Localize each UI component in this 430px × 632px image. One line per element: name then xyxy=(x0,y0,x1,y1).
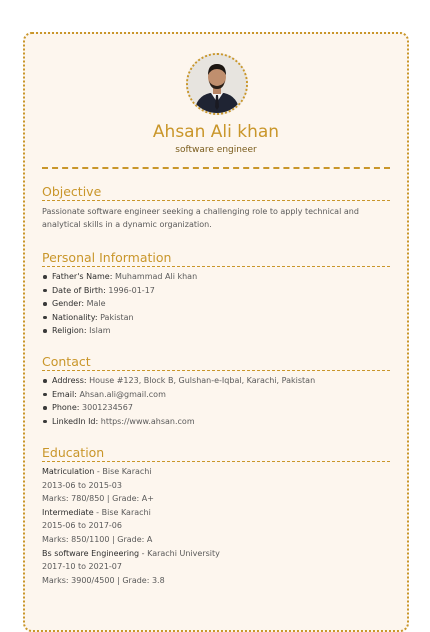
institute-name: - Bise Karachi xyxy=(96,467,152,476)
list-item xyxy=(52,324,390,338)
personal-info-section xyxy=(42,250,390,338)
contact-heading: Contact xyxy=(42,354,390,371)
field-value: Pakistan xyxy=(100,312,134,322)
job-title: software engineer xyxy=(175,145,257,155)
objective-heading: Objective xyxy=(42,184,390,201)
education-heading: Education xyxy=(42,445,390,462)
education-entry-title xyxy=(42,465,390,479)
field-value: Male xyxy=(86,299,106,308)
institute-name: - Karachi University xyxy=(141,548,220,558)
personal-info-heading: Personal Information xyxy=(42,250,390,267)
education-marks: Marks: 3900/4500 | Grade: 3.8 xyxy=(42,575,165,585)
field-label: Address: xyxy=(52,376,87,385)
education-list xyxy=(42,465,390,587)
field-value: Muhammad Ali khan xyxy=(114,272,198,281)
list-item xyxy=(52,311,390,325)
institute-name: - Bise Karachi xyxy=(96,507,151,517)
education-entry-title xyxy=(42,506,390,520)
header-divider xyxy=(42,167,390,169)
degree-name: Bs software Engineering xyxy=(42,548,140,558)
email-value: Ahsan.ali@gmail.com xyxy=(79,389,166,399)
resume-card xyxy=(23,32,409,632)
education-dates: 2015-06 to 2017-06 xyxy=(42,521,122,531)
contact-section xyxy=(42,354,390,428)
education-dates: 2017-10 to 2021-07 xyxy=(42,562,122,572)
field-value: Islam xyxy=(89,326,111,335)
field-label: Phone: xyxy=(52,403,80,412)
contact-list xyxy=(42,374,390,428)
list-item xyxy=(52,388,390,402)
field-label: LinkedIn Id: xyxy=(52,416,99,426)
address-value: House #123, Block B, Gulshan-e-Iqbal, Karachi, Pakistan xyxy=(89,376,316,385)
field-label: Gender: xyxy=(52,299,85,308)
field-label: Email: xyxy=(52,389,77,399)
phone-value: 3001234567 xyxy=(82,403,133,412)
list-item xyxy=(52,415,390,429)
person-photo-icon xyxy=(188,55,246,113)
objective-section xyxy=(42,184,390,231)
list-item xyxy=(52,270,390,284)
field-label: Date of Birth: xyxy=(52,285,106,295)
list-item xyxy=(52,401,390,415)
profile-photo xyxy=(186,53,248,115)
education-section xyxy=(42,445,390,587)
list-item xyxy=(52,284,390,298)
personal-info-list xyxy=(42,270,390,338)
candidate-name: Ahsan Ali khan xyxy=(152,122,280,142)
field-label: Nationality: xyxy=(52,312,98,322)
field-value: 1996-01-17 xyxy=(108,285,155,295)
list-item xyxy=(52,297,390,311)
list-item xyxy=(52,374,390,388)
field-label: Religion: xyxy=(52,326,87,335)
linkedin-value: https://www.ahsan.com xyxy=(100,416,195,426)
education-marks: Marks: 780/850 | Grade: A+ xyxy=(42,494,154,504)
education-marks: Marks: 850/1100 | Grade: A xyxy=(42,534,153,544)
education-entry-title xyxy=(42,547,390,561)
degree-name: Intermediate xyxy=(42,507,94,517)
degree-name: Matriculation xyxy=(42,467,95,476)
education-dates: 2013-06 to 2015-03 xyxy=(42,480,122,490)
objective-text: Passionate software engineer seeking a challenging role to apply technical and analytical skills in a dynamic organization. xyxy=(42,207,359,229)
field-label: Father's Name: xyxy=(52,272,113,281)
